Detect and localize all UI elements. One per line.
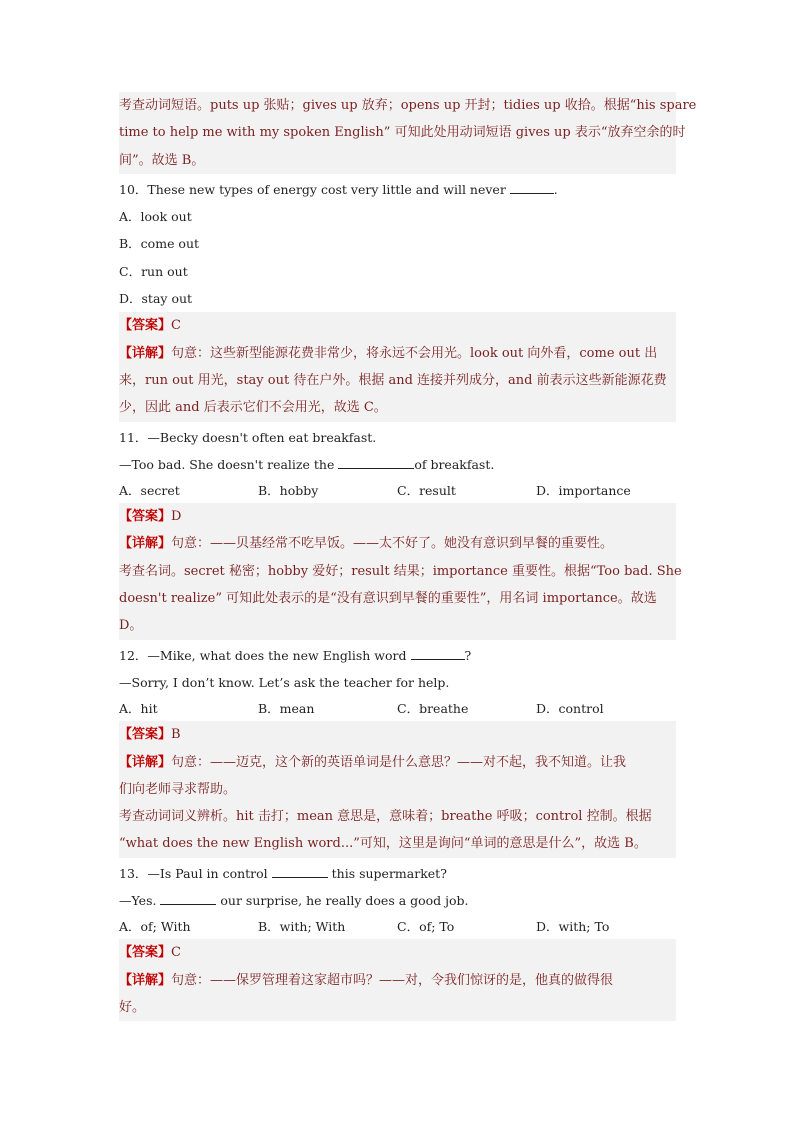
explanation-line: 间”。故选 B。: [119, 152, 205, 168]
explanation-line: time to help me with my spoken English” 可知此处用动词短语 gives up 表示“放弃空余的时: [119, 125, 686, 141]
option-a: A．secret: [119, 483, 180, 499]
options-row: [119, 696, 676, 721]
question-11: [119, 424, 682, 640]
option-c: C．of; To: [397, 919, 455, 935]
options-row: [119, 478, 676, 503]
option-d: D．importance: [536, 483, 631, 499]
question-12: [119, 642, 676, 858]
detail-line: D。: [119, 618, 143, 634]
answer-block: [119, 939, 676, 1021]
answer-tag: 【答案】: [119, 509, 172, 525]
answer-block: [119, 503, 682, 639]
question-prompt: —Yes. our surprise, he really does a good job.: [119, 893, 469, 909]
answer-tag: 【答案】: [119, 945, 172, 961]
answer-tag: 【答案】: [119, 318, 172, 334]
option-c: C．result: [397, 483, 456, 499]
detail-line: 【详解】句意：——保罗管理着这家超市吗？——对，令我们惊讶的是，他真的做得很: [119, 972, 614, 988]
option-b: B．come out: [119, 236, 200, 252]
answer-line: [119, 721, 676, 748]
question-prompt: 13．—Is Paul in control this supermarket?: [119, 865, 447, 881]
option-d: D．stay out: [119, 291, 193, 307]
question-prompt: —Too bad. She doesn't realize the of breakfast.: [119, 456, 495, 472]
option-d: D．control: [536, 701, 604, 717]
answer-line: [119, 312, 676, 339]
detail-line: 【详解】句意：这些新型能源花费非常少，将永远不会用光。look out 向外看，come out 出: [119, 345, 658, 361]
question-prompt: 10．These new types of energy cost very little and will never .: [119, 181, 558, 197]
detail-line: 少，因此 and 后表示它们不会用光，故选 C。: [119, 400, 387, 416]
answer-value: C: [171, 318, 181, 334]
explanation-line: 考查动词短语。puts up 张贴；gives up 放弃；opens up 开封；tidies up 收拾。根据“his spare: [119, 98, 697, 113]
answer-block: [119, 721, 676, 857]
answer-block: [119, 312, 676, 421]
answer-blank: [338, 457, 414, 469]
answer-blank: [510, 182, 554, 194]
answer-tag: 【答案】: [119, 727, 172, 743]
detail-line: 来，run out 用光，stay out 待在户外。根据 and 连接并列成分，and 前表示这些新能源花费: [119, 372, 667, 388]
option-a: A．hit: [119, 701, 158, 717]
option-a: A．look out: [119, 209, 192, 225]
detail-line: “what does the new English word...”可知，这里是询问“单词的意思是什么”，故选 B。: [119, 836, 647, 852]
option-b: B．with; With: [258, 919, 346, 935]
answer-blank: [411, 648, 465, 660]
option-c: C．run out: [119, 263, 188, 279]
question-13: [119, 860, 676, 1021]
detail-tag: 【详解】: [119, 345, 172, 361]
question-prompt: —Sorry, I don’t know. Let’s ask the teacher for help.: [119, 674, 450, 690]
detail-tag: 【详解】: [119, 972, 172, 988]
answer-line: [119, 939, 676, 966]
detail-line: 考查动词词义辨析。hit 击打；mean 意思是，意味着；breathe 呼吸；control 控制。根据: [119, 809, 652, 825]
question-prompt: 12．—Mike, what does the new English word ?: [119, 647, 472, 663]
answer-value: C: [171, 945, 181, 961]
answer-blank: [160, 893, 216, 905]
answer-value: B: [171, 727, 181, 743]
options-row: [119, 914, 676, 939]
option-d: D．with; To: [536, 919, 610, 935]
detail-line: 们向老师寻求帮助。: [119, 781, 237, 797]
answer-line: [119, 503, 676, 530]
detail-line: 【详解】句意：——贝基经常不吃早饭。——太不好了。她没有意识到早餐的重要性。: [119, 536, 614, 552]
detail-line: 好。: [119, 999, 146, 1015]
question-10: [119, 176, 676, 422]
detail-tag: 【详解】: [119, 536, 172, 552]
explanation-block-q9: [119, 92, 697, 174]
answer-blank: [272, 866, 328, 878]
document-page: [119, 92, 697, 1023]
detail-line: 考查名词。secret 秘密；hobby 爱好；result 结果；importance 重要性。根据“Too bad. She: [119, 563, 682, 579]
option-b: B．hobby: [258, 483, 319, 499]
detail-tag: 【详解】: [119, 754, 172, 770]
answer-value: D: [171, 509, 182, 525]
detail-line: 【详解】句意：——迈克，这个新的英语单词是什么意思？——对不起，我不知道。让我: [119, 754, 627, 770]
option-a: A．of; With: [119, 919, 191, 935]
question-prompt: 11．—Becky doesn't often eat breakfast.: [119, 429, 377, 445]
detail-line: doesn't realize” 可知此处表示的是“没有意识到早餐的重要性”，用名词 importance。故选: [119, 591, 657, 607]
option-c: C．breathe: [397, 701, 469, 717]
option-b: B．mean: [258, 701, 315, 717]
